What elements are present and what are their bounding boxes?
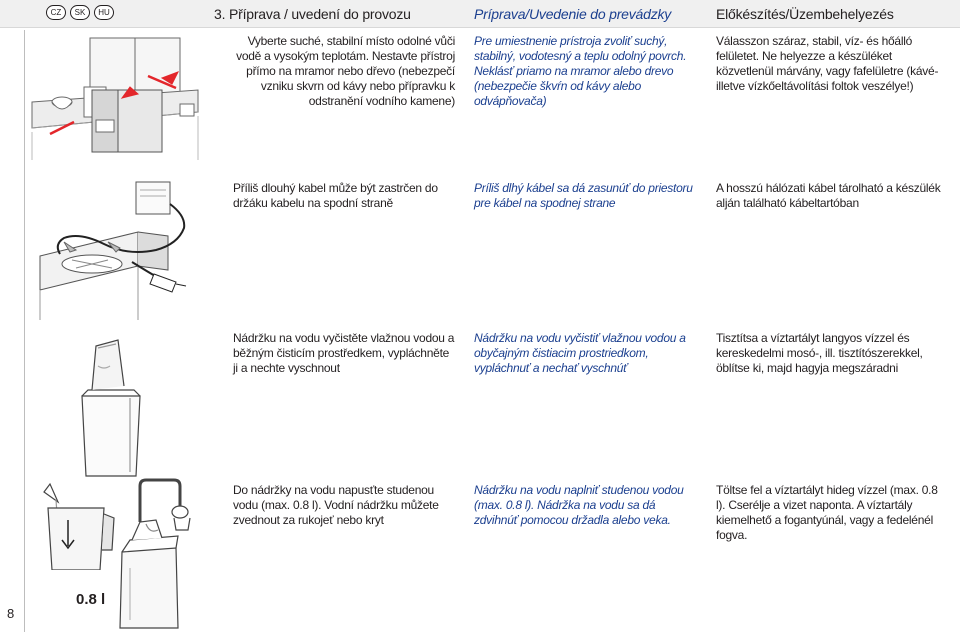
lang-badge-hu: HU: [94, 5, 114, 20]
section-1-text-sk: Pre umiestnenie prístroja zvoliť suchý, stabilný, vodotesný a teplu odolný povrch. Neklásť priamo na mramor alebo drevo (nebezpečie škvŕn od kávy alebo odvápňovača): [474, 34, 687, 108]
header-hu: Előkészítés/Üzembehelyezés: [716, 6, 894, 22]
section-2-text-sk: Príliš dlhý kábel sa dá zasunúť do priestoru pre kábel na spodnej strane: [474, 181, 693, 210]
tank-filling-illustration: [38, 480, 120, 570]
section-1-text-cz: Vyberte suché, stabilní místo odolné vůči vodě a vysokým teplotám. Nestavte přístroj přímo na mramor nebo dřevo (nebezpečí vzniku skvrn od kávy nebo přípravku k odstranění vodního kamene): [236, 34, 455, 108]
section-4-text-sk: Nádržku na vodu naplniť studenou vodou (max. 0.8 l). Nádržka na vodu sa dá zdvihnúť pomocou držadla alebo veka.: [474, 483, 684, 527]
margin-rule: [24, 30, 25, 632]
lang-badge-cz: CZ: [46, 5, 66, 20]
language-badges: [46, 5, 114, 20]
section-1-text-hu: Válasszon száraz, stabil, víz- és hőálló felületet. Ne helyezze a készüléket közvetlenül márvány, vagy fafelületre (kávé- illetve vízkőeltávolítási foltok veszélye!): [716, 34, 939, 93]
capacity-label: 0.8 l: [76, 591, 106, 608]
header-sk: Príprava/Uvedenie do prevádzky: [474, 6, 672, 22]
page-number: 8: [7, 606, 15, 621]
cable-storage-illustration: [36, 178, 216, 320]
section-4-text-hu: Töltse fel a víztartályt hideg vízzel (max. 0.8 l). Cserélje a vizet naponta. A víztartály kiemelhető a fogantyúnál, vagy a fedelénél fogva.: [716, 483, 938, 542]
section-3-text-sk: Nádržku na vodu vyčistiť vlažnou vodou a obyčajným čistiacim prostriedkom, vypláchnuť a nechať vyschnúť: [474, 331, 686, 375]
section-3-text-hu: Tisztítsa a víztartályt langyos vízzel és kereskedelmi mosó-, ill. tisztítószerekkel, öblítse ki, majd hagyja megszáradni: [716, 331, 923, 375]
section-2-text-hu: A hosszú hálózati kábel tárolható a készülék alján található kábeltartóban: [716, 181, 941, 210]
section-3-text-cz: Nádržku na vodu vyčistěte vlažnou vodou a běžným čisticím prostředkem, vypláchněte ji a nechte vyschnout: [233, 331, 455, 375]
section-2-text-cz: Příliš dlouhý kabel může být zastrčen do držáku kabelu na spodní straně: [233, 181, 438, 210]
lang-badge-sk: SK: [70, 5, 90, 20]
tank-lifting-illustration: [116, 478, 214, 632]
section-4-text-cz: Do nádržky na vodu napusťte studenou vodu (max. 0.8 l). Vodní nádržku můžete zvednout za rukojeť nebo kryt: [233, 483, 439, 527]
water-tank-lid-illustration: [78, 336, 148, 478]
counter-placement-illustration: [30, 32, 200, 160]
header-cz: 3. Příprava / uvedení do provozu: [214, 6, 411, 22]
